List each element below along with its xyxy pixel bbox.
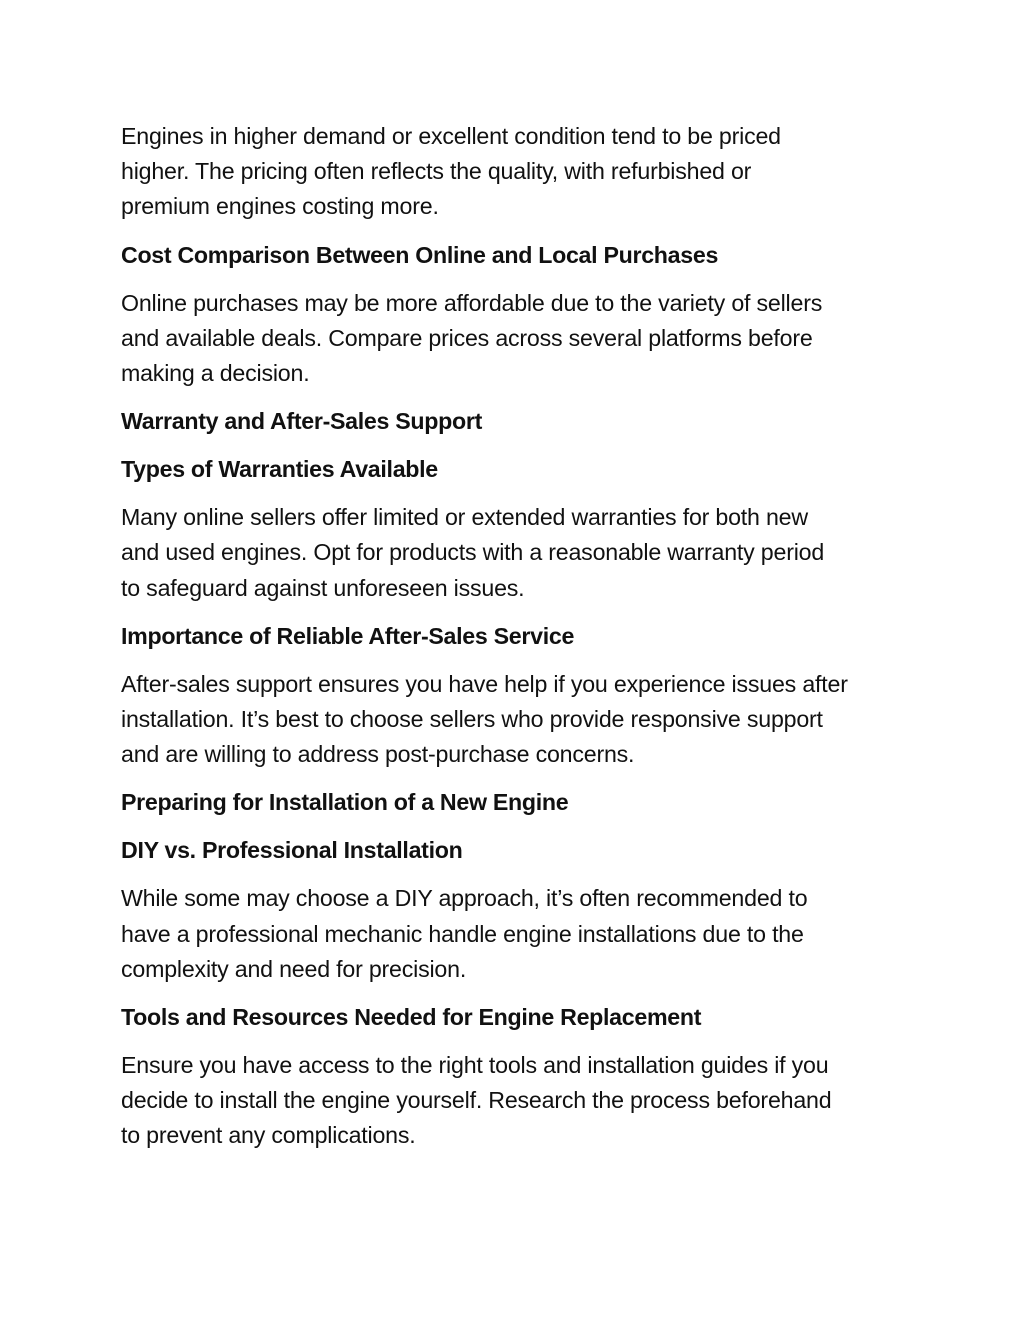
- heading-text: DIY vs. Professional Installation: [121, 837, 463, 864]
- text-line: premium engines costing more.: [121, 193, 439, 220]
- document-page: [121, 119, 911, 1167]
- text-line: After-sales support ensures you have help if you experience issues after: [121, 670, 848, 697]
- text-line: have a professional mechanic handle engine installations due to the: [121, 920, 804, 947]
- text-line: Engines in higher demand or excellent condition tend to be priced: [121, 123, 781, 149]
- text-line: While some may choose a DIY approach, it’s often recommended to: [121, 885, 808, 912]
- text-line: higher. The pricing often reflects the quality, with refurbished or: [121, 158, 752, 185]
- heading-types-of-warranties: [121, 452, 911, 487]
- text-line: and available deals. Compare prices across several platforms before: [121, 324, 813, 351]
- heading-after-sales-service: [121, 619, 911, 654]
- heading-warranty-support: [121, 404, 911, 439]
- text-line: Many online sellers offer limited or extended warranties for both new: [121, 504, 808, 531]
- heading-text: Preparing for Installation of a New Engine: [121, 789, 569, 816]
- heading-text: Cost Comparison Between Online and Local Purchases: [121, 241, 719, 268]
- paragraph-tools: [121, 1048, 911, 1154]
- text-line: installation. It’s best to choose sellers who provide responsive support: [121, 706, 823, 733]
- heading-text: Importance of Reliable After-Sales Service: [121, 622, 575, 649]
- paragraph-diy: [121, 881, 911, 987]
- paragraph-warranties: [121, 500, 911, 606]
- heading-diy-vs-professional: [121, 833, 911, 868]
- text-line: complexity and need for precision.: [121, 955, 467, 982]
- text-line: to prevent any complications.: [121, 1122, 416, 1149]
- text-line: and are willing to address post-purchase concerns.: [121, 741, 635, 768]
- heading-text: Types of Warranties Available: [121, 456, 438, 483]
- text-line: Ensure you have access to the right tools and installation guides if you: [121, 1052, 829, 1079]
- text-line: Online purchases may be more affordable due to the variety of sellers: [121, 289, 823, 316]
- heading-text: Warranty and After-Sales Support: [121, 408, 483, 435]
- text-line: decide to install the engine yourself. Research the process beforehand: [121, 1087, 832, 1114]
- heading-cost-comparison: [121, 238, 911, 273]
- text-line: to safeguard against unforeseen issues.: [121, 574, 525, 601]
- paragraph-online-purchases: [121, 286, 911, 392]
- text-line: making a decision.: [121, 360, 310, 387]
- text-line: and used engines. Opt for products with a reasonable warranty period: [121, 539, 825, 566]
- heading-tools-resources: [121, 1000, 911, 1035]
- paragraph-engine-pricing: [121, 119, 911, 225]
- heading-text: Tools and Resources Needed for Engine Replacement: [121, 1004, 702, 1031]
- heading-preparing-installation: [121, 785, 911, 820]
- paragraph-after-sales: [121, 667, 911, 773]
